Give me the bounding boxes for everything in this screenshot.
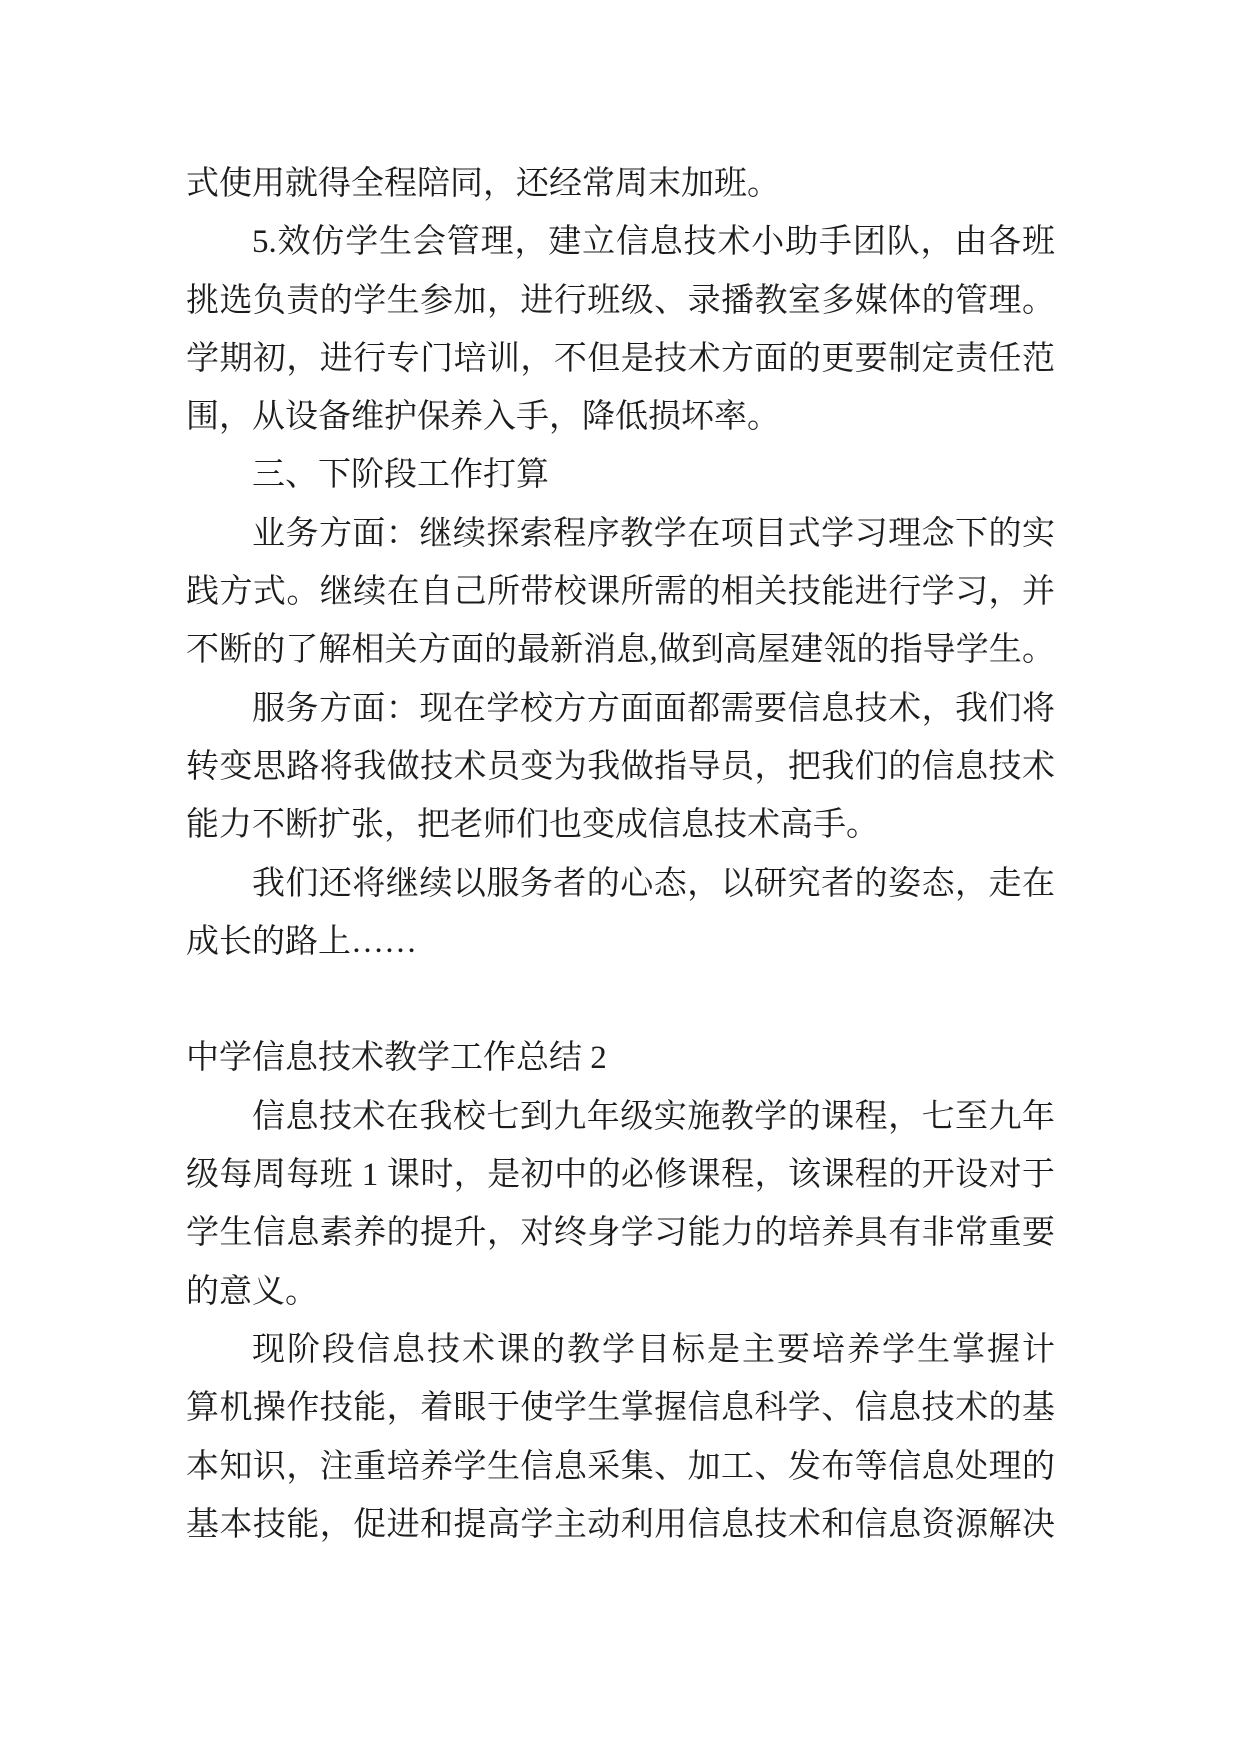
- text-line: 我们还将继续以服务者的心态，以研究者的姿态，走在: [252, 865, 1055, 902]
- para-teaching-goals: [186, 1321, 1055, 1554]
- text-line: 挑选负责的学生参加，进行班级、录播教室多媒体的管理。: [186, 282, 1055, 319]
- text-line: 成长的路上……: [186, 923, 417, 960]
- para-overflow-from-previous-page: [186, 155, 1055, 213]
- para-business-plan: [186, 505, 1055, 680]
- text-line: 本知识，注重培养学生信息采集、加工、发布等信息处理的: [186, 1448, 1055, 1485]
- para-point-5: [186, 213, 1055, 446]
- text-line: 信息技术在我校七到九年级实施教学的课程，七至九年: [252, 1098, 1055, 1135]
- text-line: 式使用就得全程陪同，还经常周末加班。: [186, 166, 780, 202]
- text-line: 现阶段信息技术课的教学目标是主要培养学生掌握计: [252, 1331, 1055, 1368]
- text-line: 的意义。: [186, 1273, 318, 1310]
- text-line: 三、下阶段工作打算: [252, 457, 549, 494]
- text-line: 能力不断扩张，把老师们也变成信息技术高手。: [186, 807, 879, 844]
- para-course-overview: [186, 1088, 1055, 1321]
- para-service-plan: [186, 680, 1055, 855]
- text-line: 服务方面：现在学校方方面面都需要信息技术，我们将: [252, 690, 1055, 727]
- text-line: 业务方面：继续探索程序教学在项目式学习理念下的实: [252, 515, 1055, 552]
- blank-line: [186, 971, 1055, 1029]
- text-line: 级每周每班 1 课时，是初中的必修课程，该课程的开设对于: [186, 1157, 1055, 1194]
- title-summary-2: [186, 1029, 1055, 1087]
- document-body: [186, 155, 1055, 1554]
- text-line: 围，从设备维护保养入手，降低损坏率。: [186, 399, 780, 436]
- text-line: 不断的了解相关方面的最新消息,做到高屋建瓴的指导学生。: [186, 632, 1055, 669]
- para-attitude: [186, 855, 1055, 972]
- text-line: 基本技能，促进和提高学主动利用信息技术和信息资源解决: [186, 1506, 1055, 1543]
- text-line: 学生信息素养的提升，对终身学习能力的培养具有非常重要: [186, 1215, 1055, 1252]
- text-line: 转变思路将我做技术员变为我做指导员，把我们的信息技术: [186, 748, 1055, 785]
- blank-line: [186, 971, 1055, 1029]
- text-line: 5.效仿学生会管理，建立信息技术小助手团队，由各班: [252, 224, 1055, 261]
- heading-section-three: [186, 446, 1055, 504]
- text-line: 中学信息技术教学工作总结 2: [186, 1040, 607, 1077]
- text-line: 学期初，进行专门培训，不但是技术方面的更要制定责任范: [186, 340, 1055, 377]
- text-line: 践方式。继续在自己所带校课所需的相关技能进行学习，并: [186, 574, 1055, 611]
- text-line: 算机操作技能，着眼于使学生掌握信息科学、信息技术的基: [186, 1390, 1055, 1427]
